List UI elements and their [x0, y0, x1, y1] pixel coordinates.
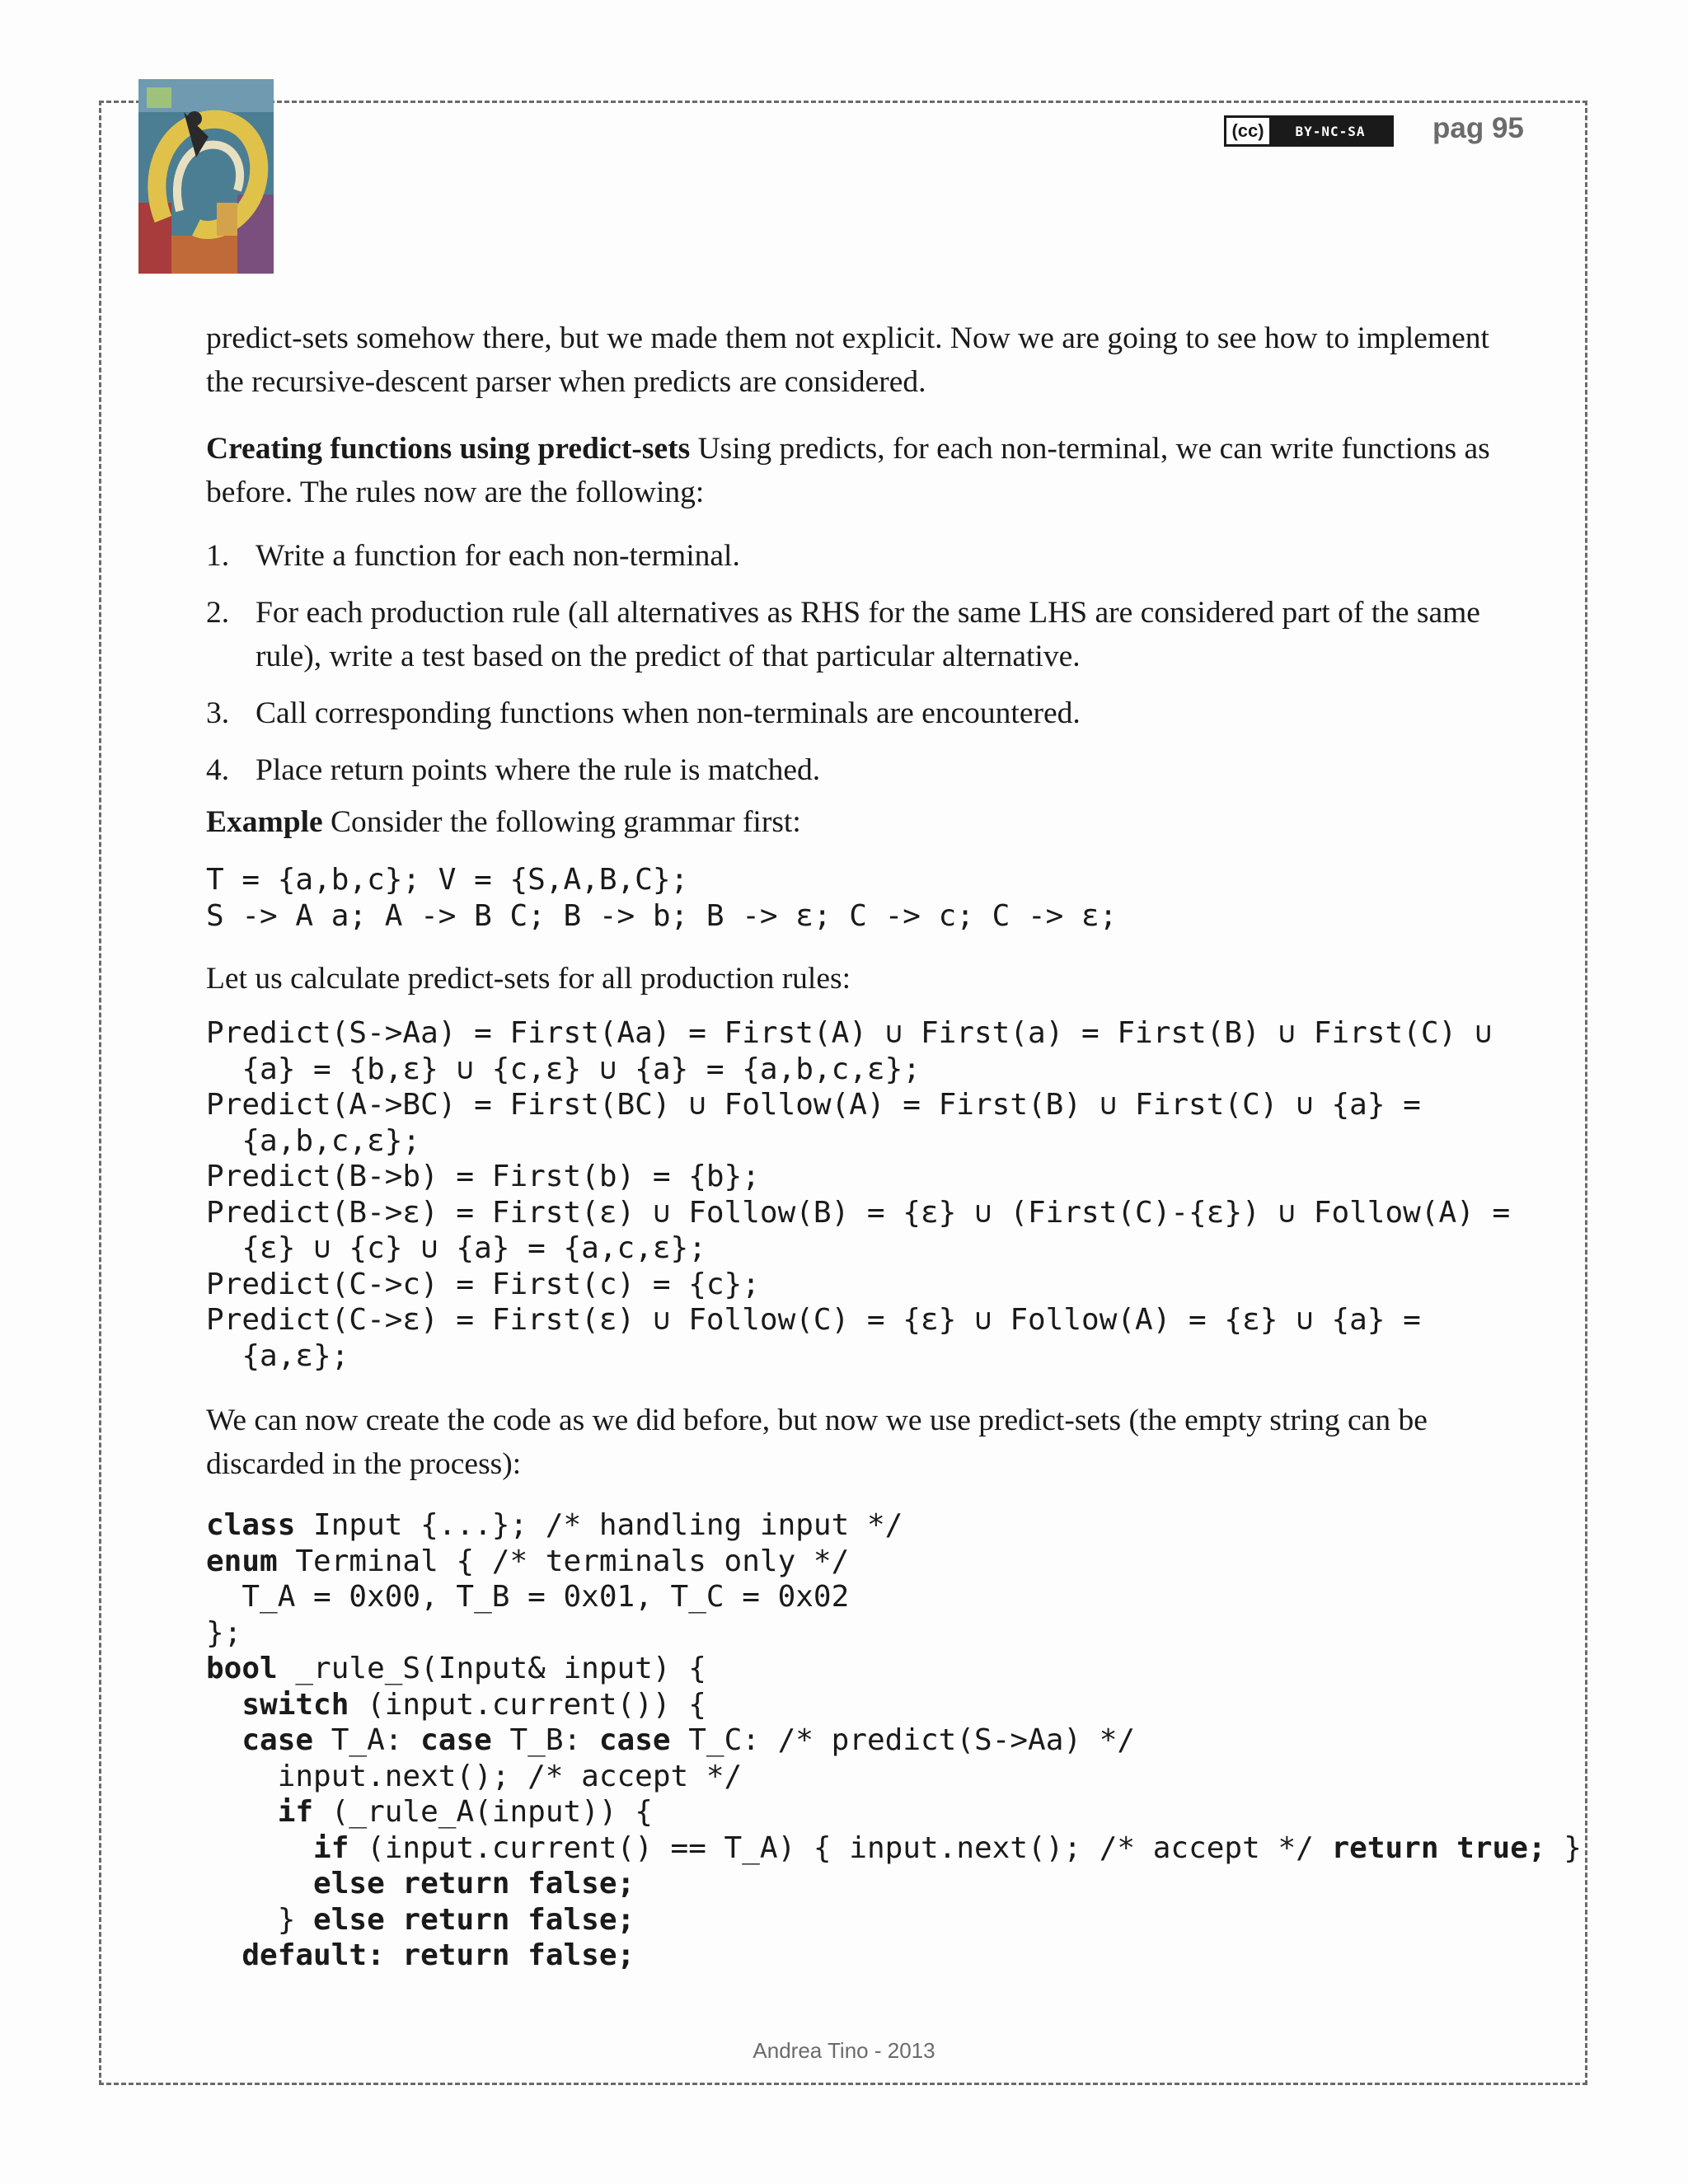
code-keyword: enum: [206, 1544, 278, 1578]
code-text: }: [1545, 1830, 1582, 1865]
list-text: Call corresponding functions when non-terminals are encountered.: [256, 696, 1081, 730]
list-item: [206, 691, 1525, 735]
code-keyword: switch: [241, 1687, 349, 1722]
code-text: T_C: /* predict(S->Aa) */: [670, 1723, 1136, 1757]
code-text: (input.current()) {: [349, 1687, 706, 1722]
code-indent: [206, 1867, 313, 1900]
grammar-block: [206, 862, 1525, 934]
section-text: Using predicts, for each non-terminal, we can write functions as before. The rules now are the following:: [206, 432, 1490, 509]
predict-block: [206, 1015, 1525, 1374]
code-line: Predict(A->BC) = First(BC) ∪ Follow(A) = First(B) ∪ First(C) ∪ {a} =: [206, 1088, 1421, 1122]
code-text: Terminal { /* terminals only */: [277, 1544, 850, 1578]
list-item: [206, 748, 1525, 792]
code-keyword: if: [313, 1830, 349, 1865]
code-text: T_A:: [313, 1723, 421, 1757]
intro-paragraph: predict-sets somehow there, but we made them not explicit. Now we are going to see how to implement the recursive-descent parser when predicts are considered.: [206, 321, 1489, 399]
code-line: Predict(C->c) = First(c) = {c};: [206, 1267, 760, 1301]
code-keyword: if: [277, 1795, 314, 1829]
list-item: [206, 534, 1525, 578]
predict-intro: Let us calculate predict-sets for all production rules:: [206, 962, 851, 996]
code-line: {a,ε};: [206, 1338, 349, 1373]
list-number: 4.: [206, 753, 230, 787]
code-indent: [206, 1723, 241, 1757]
code-keyword: default: return false;: [241, 1938, 635, 1972]
list-item: [206, 591, 1525, 678]
code-indent: [206, 1938, 241, 1972]
code-text: _rule_S(Input& input) {: [277, 1652, 706, 1685]
code-keyword: class: [206, 1508, 296, 1542]
code-line: Predict(B->b) = First(b) = {b};: [206, 1160, 760, 1193]
list-number: 1.: [206, 539, 230, 573]
code-indent: [206, 1831, 313, 1865]
code-keyword: else return false;: [313, 1902, 635, 1937]
code-line: Predict(S->Aa) = First(Aa) = First(A) ∪ First(a) = First(B) ∪ First(C) ∪: [206, 1016, 1493, 1050]
code-indent: [206, 1795, 278, 1829]
list-text: For each production rule (all alternatives as RHS for the same LHS are considered part of the same rule), write a test based on the predict of that particular alternative.: [256, 596, 1480, 673]
code-keyword: else return false;: [313, 1867, 635, 1900]
page-number: pag 95: [1432, 112, 1524, 144]
code-text: input.next(); /* accept */: [206, 1759, 743, 1793]
example-paragraph: [206, 800, 1525, 844]
code-keyword: case: [420, 1723, 492, 1757]
code-line: {a} = {b,ε} ∪ {c,ε} ∪ {a} = {a,b,c,ε};: [206, 1052, 921, 1086]
cc-license-badge: [1224, 115, 1394, 147]
code-keyword: case: [241, 1723, 314, 1757]
code-text: T_A = 0x00, T_B = 0x01, T_C = 0x02: [206, 1580, 850, 1614]
code-keyword: return true;: [1331, 1830, 1546, 1865]
list-number: 3.: [206, 696, 230, 730]
code-text: Input {...}; /* handling input */: [295, 1508, 903, 1542]
code-line: {ε} ∪ {c} ∪ {a} = {a,c,ε};: [206, 1231, 706, 1265]
code-line: {a,b,c,ε};: [206, 1123, 421, 1158]
book-cover-thumbnail: [138, 79, 274, 274]
code-line: Predict(C->ε) = First(ε) ∪ Follow(C) = {ε} ∪ Follow(A) = {ε} ∪ {a} =: [206, 1303, 1421, 1337]
code-indent: }: [206, 1902, 314, 1937]
code-text: (_rule_A(input)) {: [313, 1795, 653, 1829]
section-title: Creating functions using predict-sets: [206, 432, 691, 466]
page-content: [206, 316, 1582, 1974]
source-code-block: [206, 1507, 1582, 1974]
list-text: Write a function for each non-terminal.: [256, 539, 740, 573]
code-text: (input.current() == T_A) { input.next(); /* accept */: [349, 1830, 1332, 1865]
code-text: };: [206, 1615, 242, 1650]
code-line: S -> A a; A -> B C; B -> b; B -> ε; C -> c; C -> ε;: [206, 898, 1118, 933]
footer-author: Andrea Tino - 2013: [753, 2038, 935, 2063]
example-title: Example: [206, 805, 323, 839]
cc-icon: (cc): [1231, 120, 1264, 141]
code-line: T = {a,b,c}; V = {S,A,B,C};: [206, 863, 689, 897]
code-keyword: bool: [206, 1652, 278, 1685]
code-intro: We can now create the code as we did before, but now we use predict-sets (the empty string can be discarded in the process):: [206, 1404, 1428, 1481]
code-line: Predict(B->ε) = First(ε) ∪ Follow(B) = {ε} ∪ (First(C)-{ε}) ∪ Follow(A) =: [206, 1195, 1511, 1230]
license-terms: BY-NC-SA: [1269, 118, 1391, 144]
example-text: Consider the following grammar first:: [322, 805, 801, 839]
code-text: T_B:: [491, 1723, 599, 1757]
rules-list: [206, 534, 1525, 792]
code-keyword: case: [598, 1723, 671, 1757]
list-text: Place return points where the rule is matched.: [256, 753, 821, 787]
code-indent: [206, 1688, 241, 1722]
list-number: 2.: [206, 596, 230, 630]
section-paragraph: [206, 427, 1525, 514]
